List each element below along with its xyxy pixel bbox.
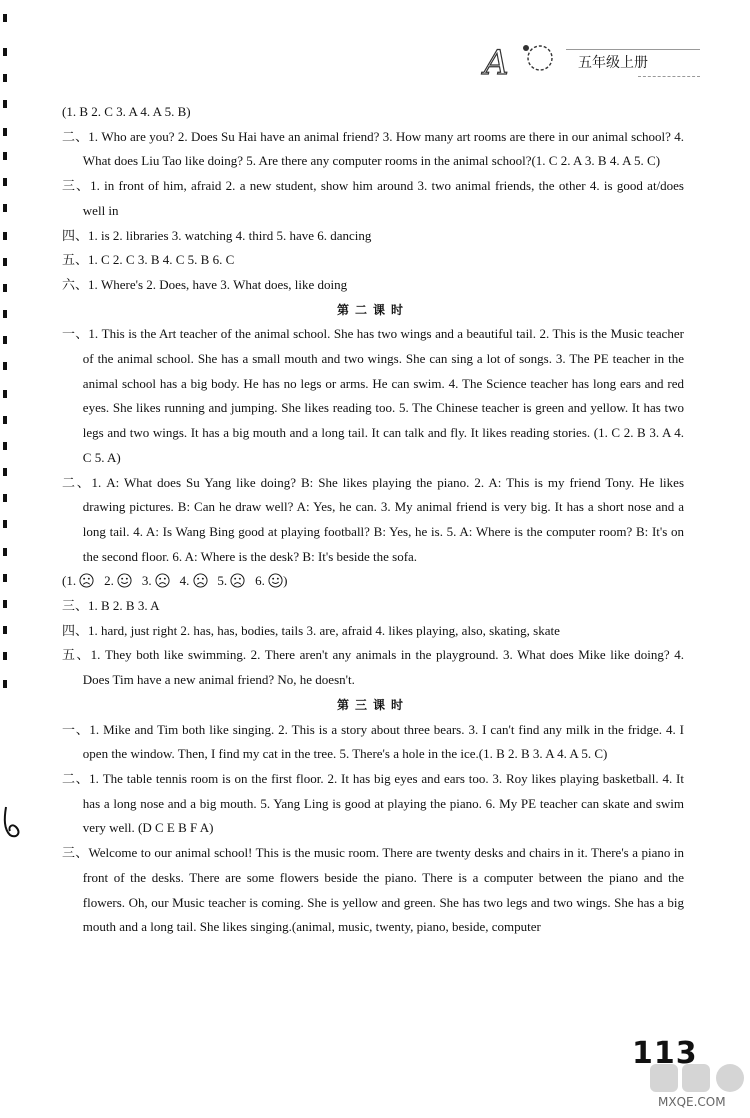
answer-line: 一、1. This is the Art teacher of the animal school. She has two wings and a beautiful tail. 2. This is the Music teacher of the animal school. She has a small mouth and two wings. She can sing a lot of songs. 3. The PE teacher in the animal school has a big body. He has no legs or arms. He can swim. 4. The Science teacher has long ears and red eyes. She likes running and jumping. She likes reading too. 5. The Chinese teacher is green and yellow. It has two legs and two wings. It has a big mouth and a long tail. It can talk and fly. It likes reading stories. (1. C 2. B 3. A 4. C 5. A) xyxy=(62,326,684,465)
answer-line: 四、1. hard, just right 2. has, has, bodies, tails 3. are, afraid 4. likes playing, also, skating, skate xyxy=(62,622,560,638)
grade-label: 五年级上册 xyxy=(578,55,648,71)
pen-mark-icon xyxy=(2,805,28,839)
face-answers xyxy=(62,569,684,594)
page-number: 113 xyxy=(632,1036,698,1071)
answer-line: 二、1. The table tennis room is on the first floor. 2. It has big eyes and ears too. 3. Roy likes playing basketball. 4. It has a long nose and a big mouth. 5. Yang Ling is good at playing the piano. 6. My PE teacher can skate and swim very well. (D C E B F A) xyxy=(62,770,684,836)
answer-line: 六、1. Where's 2. Does, have 3. What does, like doing xyxy=(62,276,348,292)
answer-line: 四、1. is 2. libraries 3. watching 4. third 5. have 6. dancing xyxy=(62,227,372,243)
sad-face-icon xyxy=(155,573,170,588)
answer-line: 一、1. Mike and Tim both like singing. 2. This is a story about three bears. 3. I can't find any milk in the fridge. 4. I open the window. Then, I find my cat in the tree. 5. There's a hole in the ice.(1. B 2. B 3. A 4. A 5. C) xyxy=(62,721,684,762)
answer-line: 二、1. A: What does Su Yang like doing? B: She likes playing the piano. 2. A: This is my friend Tony. He likes drawing pictures. B: Can he draw well? A: Yes, he can. 3. My animal friend is very big. It has a short nose and a long tail. 4. A: Is Wang Bing good at playing football? B: Yes, he is. 5. A: Where is the computer room? B: It's on the second floor. 6. A: Where is the desk? B: It's beside the sofa. xyxy=(62,474,684,564)
sad-face-icon xyxy=(230,573,245,588)
face-label: 4. xyxy=(179,573,190,589)
header-dashed-rule xyxy=(638,76,700,77)
answer-line: 三、1. B 2. B 3. A xyxy=(62,598,160,614)
answer-line: (1. B 2. C 3. A 4. A 5. B) xyxy=(62,104,191,119)
page-header xyxy=(470,34,700,86)
answer-line: 五、1. They both like swimming. 2. There aren't any animals in the playground. 3. What does Mike like doing? 4. Does Tim have a new animal friend? No, he doesn't. xyxy=(62,647,684,688)
face-label: 6. xyxy=(255,573,265,589)
watermark-text: MXQE.COM xyxy=(658,1095,726,1109)
svg-text:A: A xyxy=(484,43,509,82)
answer-line: 二、1. Who are you? 2. Does Su Hai have an animal friend? 3. How many art rooms are there in our animal school? 4. What does Liu Tao like doing? 5. Are there any computer rooms in the animal school?(1. C 2. A 3. B 4. A 5. C) xyxy=(62,128,684,169)
sad-face-icon xyxy=(193,573,208,588)
section-heading: 第二课时 xyxy=(336,302,409,317)
sad-face-icon xyxy=(79,573,94,588)
answer-line: 三、Welcome to our animal school! This is the music room. There are twenty desks and chairs in it. There's a piano in front of the desks. There are some flowers beside the piano. There is a computer between the piano and the flowers. Oh, our Music teacher is coming. She is yellow and green. She has two legs and two wings. She has a big mouth and a long tail. She likes singing.(animal, music, twenty, piano, beside, computer xyxy=(62,845,684,935)
face-label: ) xyxy=(283,573,288,589)
face-label: 2. xyxy=(104,573,114,589)
answer-line: 五、1. C 2. C 3. B 4. C 5. B 6. C xyxy=(62,252,235,268)
header-rule xyxy=(566,49,700,50)
smile-face-icon xyxy=(268,573,283,588)
answer-content xyxy=(62,100,684,940)
face-label: (1. xyxy=(62,573,77,589)
binding-marks xyxy=(0,0,14,1118)
answer-line: 三、1. in front of him, afraid 2. a new student, show him around 3. two animal friends, the other 4. is good at/does well in xyxy=(62,178,684,218)
face-label: 3. xyxy=(141,573,152,589)
smile-face-icon xyxy=(117,573,132,588)
ag-logo-icon xyxy=(480,38,560,82)
face-label: 5. xyxy=(217,573,228,589)
section-heading: 第三课时 xyxy=(336,697,409,712)
